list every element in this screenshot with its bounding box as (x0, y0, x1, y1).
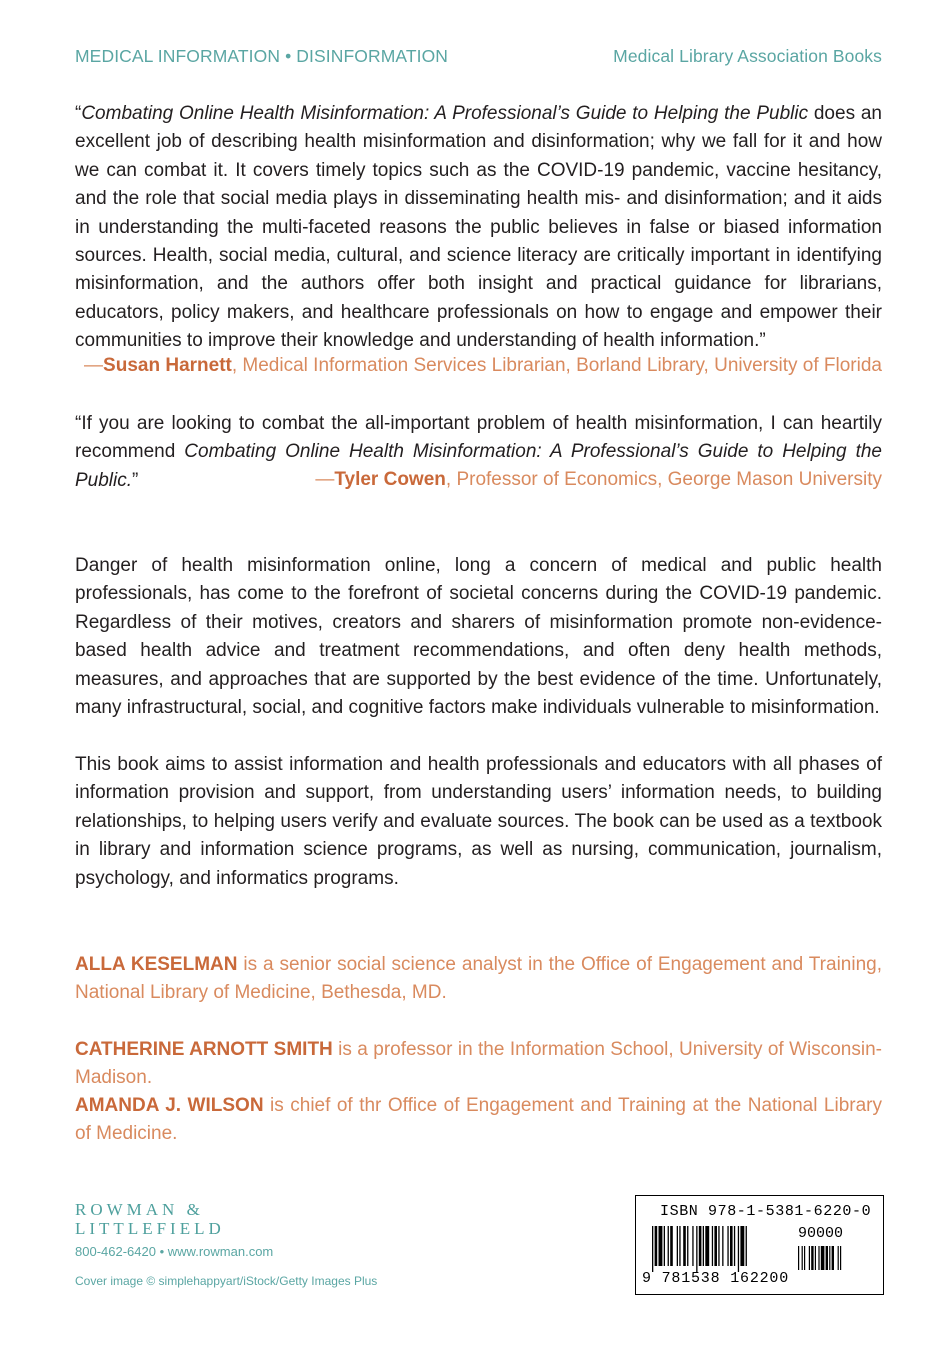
addon-bar (838, 1246, 839, 1270)
addon-bar (832, 1246, 834, 1270)
barcode-bar (664, 1226, 665, 1266)
barcode-bar (677, 1226, 678, 1266)
category-separator: • (285, 46, 292, 66)
addon-bar (829, 1246, 830, 1270)
barcode-bar (699, 1226, 702, 1266)
author-bio-3 (75, 1092, 882, 1149)
author-bio-text: is a professor in the Information School, University of Wisconsin-Madison. (75, 1039, 882, 1089)
quote-author: Susan Harnett (103, 355, 232, 376)
price-code: 90000 (798, 1225, 844, 1242)
addon-bar (821, 1246, 825, 1270)
barcode-bar (652, 1226, 653, 1272)
barcode-bar (679, 1226, 680, 1266)
barcode-bar (696, 1226, 697, 1272)
barcode-bar (738, 1226, 739, 1272)
addon-bar (826, 1246, 828, 1270)
series-label: Medical Library Association Books (613, 46, 882, 66)
publisher-phone: 800-462-6420 (75, 1244, 156, 1259)
attribution-dash: — (315, 469, 335, 490)
publisher-website[interactable]: www.rowman.com (167, 1244, 274, 1259)
author-name: CATHERINE ARNOTT SMITH (75, 1039, 333, 1060)
attribution-dash: — (84, 355, 104, 376)
quote-affiliation: , Professor of Economics, George Mason University (445, 469, 882, 490)
addon-bar (809, 1246, 810, 1270)
quote-2-attribution (75, 469, 882, 491)
barcode-bar (714, 1226, 717, 1266)
quote-1-attribution (75, 355, 882, 377)
isbn-label: ISBN 978-1-5381-6220-0 (660, 1203, 872, 1220)
book-title: Combating Online Health Misinformation: A Professional’s Guide to Helping the Public (81, 103, 809, 124)
author-bio-1 (75, 951, 882, 1008)
quote-open-mark: “ (75, 103, 82, 124)
isbn-barcode (635, 1195, 884, 1295)
endorsement-quote-1 (75, 100, 882, 356)
category-label (75, 46, 448, 67)
author-bio-text: is a senior social science analyst in the Office of Engagement and Training, National Library of Medicine, Bethesda, MD. (75, 954, 883, 1004)
barcode-bar (683, 1226, 686, 1266)
category-right: DISINFORMATION (296, 46, 449, 66)
barcode-bar (655, 1226, 658, 1266)
barcode-bar (687, 1226, 688, 1266)
addon-bar (840, 1246, 841, 1270)
author-bio-text: is chief of thr Office of Engagement and Training at the National Library of Medicine. (75, 1095, 882, 1145)
barcode-bar (670, 1226, 673, 1266)
author-name: AMANDA J. WILSON (75, 1095, 264, 1116)
addon-bar (818, 1246, 819, 1270)
addon-bar (811, 1246, 813, 1270)
publisher-name-line-1: ROWMAN & (75, 1200, 204, 1219)
barcode-bar (668, 1226, 669, 1266)
barcode-bar (734, 1226, 735, 1266)
barcode-bar (730, 1226, 733, 1266)
barcode-bar (727, 1226, 728, 1266)
author-name: ALLA KESELMAN (75, 954, 238, 975)
barcode-bar (712, 1226, 713, 1266)
barcode-bar (746, 1226, 747, 1266)
cover-image-credit: Cover image © simplehappyart/iStock/Getty Images Plus (75, 1274, 378, 1288)
quote-close-mark: ” (132, 469, 139, 491)
barcode-bar (705, 1226, 709, 1266)
quote-body: does an excellent job of describing health misinformation and disinformation; why we fall for it and how we can combat it. It covers timely topics such as the COVID-19 pandemic, vaccine hesitancy, and the role that social media plays in disseminating health mis- and disinformation; and it aids in understanding the multi-faceted reasons the public believes in false or biased information sources. Health, social media, cultural, and science literacy are critically important in identifying misinformation, and the authors offer both insight and practical guidance for librarians, educators, policy makers, and healthcare professionals on how to engage and empower their communities to improve their knowledge and understanding of health information.” (75, 103, 882, 352)
addon-bar (815, 1246, 816, 1270)
author-bio-2 (75, 1036, 882, 1093)
addon-bar (804, 1246, 805, 1270)
category-left: MEDICAL INFORMATION (75, 46, 281, 66)
barcode-bar (692, 1226, 693, 1266)
barcode-bar (659, 1226, 663, 1266)
quote-body: “If you are looking to combat the all-important problem of health misinformation, I can heartily recommend (75, 413, 882, 463)
book-title: Combating Online Health Misinformation: A Professional’s Guide to Helping the Public. (75, 441, 882, 491)
publisher-contact (75, 1244, 273, 1259)
barcode-bar (740, 1226, 744, 1266)
barcode-bar (722, 1226, 723, 1266)
publisher-logo (75, 1200, 375, 1238)
description-paragraph-1: Danger of health misinformation online, long a concern of medical and public health professionals, has come to the forefront of societal concerns during the COVID-19 pandemic. Regardless of their motives, creators and sharers of misinformation promote non-evidence-based health advice and treatment recommendations, and often deny health methods, measures, and approaches that are supported by the best evidence of the time. Unfortunately, many infrastructural, social, and cognitive factors make individuals vulnerable to misinformation. (75, 555, 882, 719)
ean-digits: 9 781538 162200 (642, 1270, 790, 1287)
quote-affiliation: , Medical Information Services Librarian, Borland Library, University of Florida (231, 355, 882, 376)
addon-bar (802, 1246, 803, 1270)
description-paragraph-2: This book aims to assist information and health professionals and educators with all phases of information provision and support, from understanding users’ information needs, to building relationships, to helping users verify and evaluate sources. The book can be used as a textbook in library and information science programs, as well as nursing, communication, journalism, psychology, and informatics programs. (75, 754, 882, 889)
barcode-bar (718, 1226, 719, 1266)
publisher-name-line-2: LITTLEFIELD (75, 1219, 225, 1238)
barcode-bar (703, 1226, 704, 1266)
quote-author: Tyler Cowen (334, 469, 446, 490)
cover-header (75, 46, 882, 70)
contact-separator: • (159, 1244, 165, 1259)
addon-bar (798, 1246, 799, 1270)
